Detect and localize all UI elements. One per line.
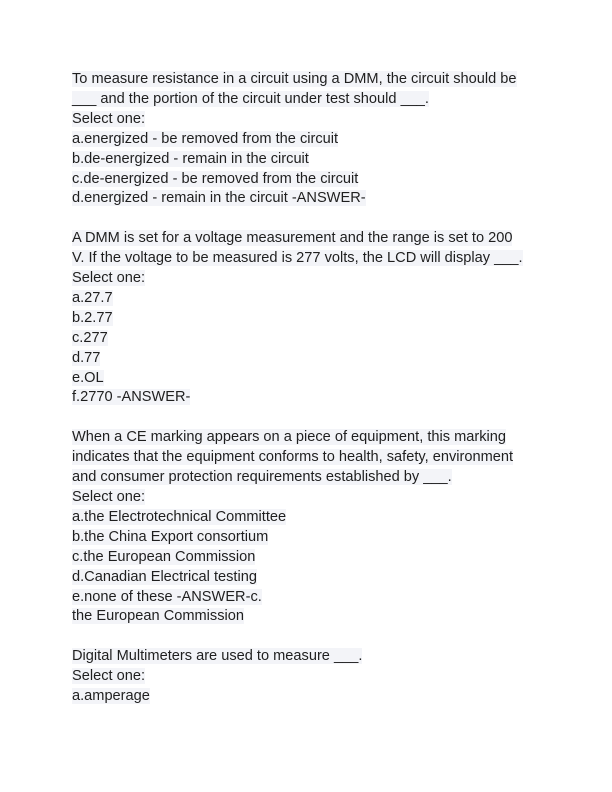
question-block-2 <box>72 229 542 408</box>
answer-option: e.none of these -ANSWER-c. <box>72 588 262 605</box>
question-stem-line: ___ and the portion of the circuit under test should ___. <box>72 90 429 107</box>
select-one-prompt: Select one: <box>72 668 146 685</box>
question-stem-line: V. If the voltage to be measured is 277 volts, the LCD will display ___. <box>72 250 523 267</box>
document-page <box>72 70 542 727</box>
answer-option: c.de-energized - be removed from the circuit <box>72 170 359 187</box>
answer-option: f.2770 -ANSWER- <box>72 389 191 406</box>
answer-option: a.the Electrotechnical Committee <box>72 508 287 525</box>
answer-option: a.energized - be removed from the circuit <box>72 130 339 147</box>
select-one-prompt: Select one: <box>72 489 146 505</box>
select-one-prompt: Select one: <box>72 270 146 287</box>
question-block-4 <box>72 647 542 707</box>
question-stem-line: To measure resistance in a circuit using a DMM, the circuit should be <box>72 71 517 87</box>
question-stem-line: indicates that the equipment conforms to health, safety, environment <box>72 449 514 466</box>
answer-option: c.the European Commission <box>72 548 256 565</box>
select-one-prompt: Select one: <box>72 110 146 127</box>
question-stem-line: and consumer protection requirements established by ___. <box>72 469 452 486</box>
question-stem-line: A DMM is set for a voltage measurement and the range is set to 200 <box>72 230 513 247</box>
question-block-3 <box>72 428 542 627</box>
answer-option: a.27.7 <box>72 289 113 306</box>
answer-option: d.energized - remain in the circuit -ANSWER- <box>72 190 366 207</box>
answer-option: b.de-energized - remain in the circuit <box>72 150 309 167</box>
answer-option: e.OL <box>72 369 104 386</box>
answer-option: d.77 <box>72 349 101 366</box>
answer-option: c.277 <box>72 329 108 346</box>
answer-option: d.Canadian Electrical testing <box>72 568 257 585</box>
answer-text: the European Commission <box>72 608 244 625</box>
question-block-1 <box>72 70 542 209</box>
answer-option: b.2.77 <box>72 309 113 326</box>
question-stem-line: When a CE marking appears on a piece of equipment, this marking <box>72 429 506 446</box>
answer-option: a.amperage <box>72 688 150 705</box>
question-stem-line: Digital Multimeters are used to measure ___. <box>72 648 363 665</box>
answer-option: b.the China Export consortium <box>72 528 269 545</box>
